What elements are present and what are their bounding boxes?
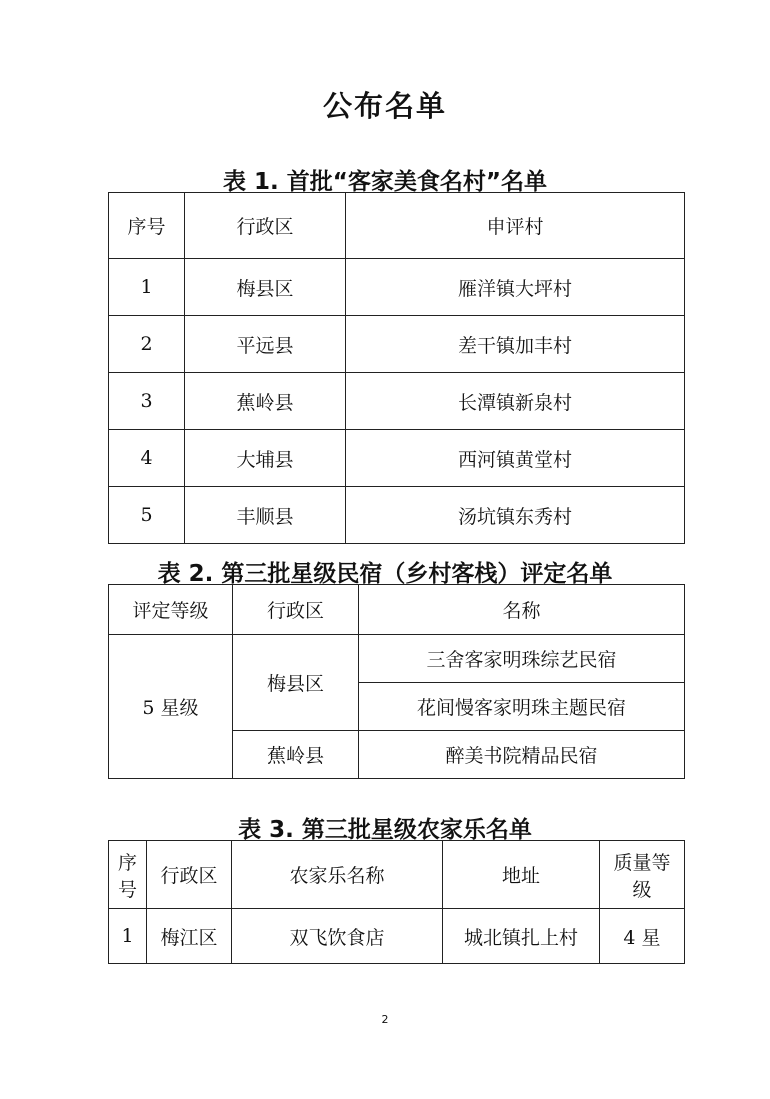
header-district: 行政区 <box>233 585 359 635</box>
cell-village: 长潭镇新泉村 <box>346 373 685 430</box>
table-row <box>109 430 685 487</box>
table3-header-row <box>109 841 685 909</box>
table1 <box>108 192 685 544</box>
table2-caption: 表 2. 第三批星级民宿（乡村客栈）评定名单 <box>157 561 613 587</box>
table-row <box>109 259 685 316</box>
header-farmhouse-name: 农家乐名称 <box>232 841 443 909</box>
cell-seq: 5 <box>109 487 185 544</box>
table-row <box>109 909 685 964</box>
header-seq: 序号 <box>109 193 185 259</box>
cell-farmhouse-name: 双飞饮食店 <box>232 909 443 964</box>
cell-district: 丰顺县 <box>185 487 346 544</box>
cell-district: 蕉岭县 <box>185 373 346 430</box>
cell-village: 西河镇黄堂村 <box>346 430 685 487</box>
table-row <box>109 635 685 683</box>
table-row <box>109 373 685 430</box>
cell-district: 大埔县 <box>185 430 346 487</box>
cell-seq: 3 <box>109 373 185 430</box>
page-title: 公布名单 <box>322 89 447 123</box>
header-district: 行政区 <box>185 193 346 259</box>
cell-village: 差干镇加丰村 <box>346 316 685 373</box>
cell-village: 汤坑镇东秀村 <box>346 487 685 544</box>
cell-district: 梅县区 <box>185 259 346 316</box>
cell-village: 雁洋镇大坪村 <box>346 259 685 316</box>
table-row <box>109 487 685 544</box>
header-name: 名称 <box>359 585 685 635</box>
cell-name: 花间慢客家明珠主题民宿 <box>359 683 685 731</box>
header-quality-grade: 质量等级 <box>600 841 685 909</box>
cell-name: 醉美书院精品民宿 <box>359 731 685 779</box>
header-district: 行政区 <box>147 841 232 909</box>
header-grade: 评定等级 <box>109 585 233 635</box>
cell-district: 梅江区 <box>147 909 232 964</box>
header-seq: 序号 <box>109 841 147 909</box>
cell-seq: 4 <box>109 430 185 487</box>
cell-district: 蕉岭县 <box>233 731 359 779</box>
cell-quality-grade: 4 星 <box>600 909 685 964</box>
cell-seq: 1 <box>109 909 147 964</box>
cell-address: 城北镇扎上村 <box>443 909 600 964</box>
table3-caption: 表 3. 第三批星级农家乐名单 <box>238 817 532 843</box>
table-row <box>109 316 685 373</box>
cell-seq: 2 <box>109 316 185 373</box>
table2-header-row <box>109 585 685 635</box>
header-address: 地址 <box>443 841 600 909</box>
cell-district: 平远县 <box>185 316 346 373</box>
table3 <box>108 840 685 964</box>
table1-header-row <box>109 193 685 259</box>
cell-grade: 5 星级 <box>109 635 233 779</box>
cell-seq: 1 <box>109 259 185 316</box>
table1-caption: 表 1. 首批“客家美食名村”名单 <box>223 169 547 195</box>
cell-district: 梅县区 <box>233 635 359 731</box>
table2 <box>108 584 685 779</box>
header-village: 申评村 <box>346 193 685 259</box>
cell-name: 三舍客家明珠综艺民宿 <box>359 635 685 683</box>
page-number: 2 <box>381 1013 389 1026</box>
